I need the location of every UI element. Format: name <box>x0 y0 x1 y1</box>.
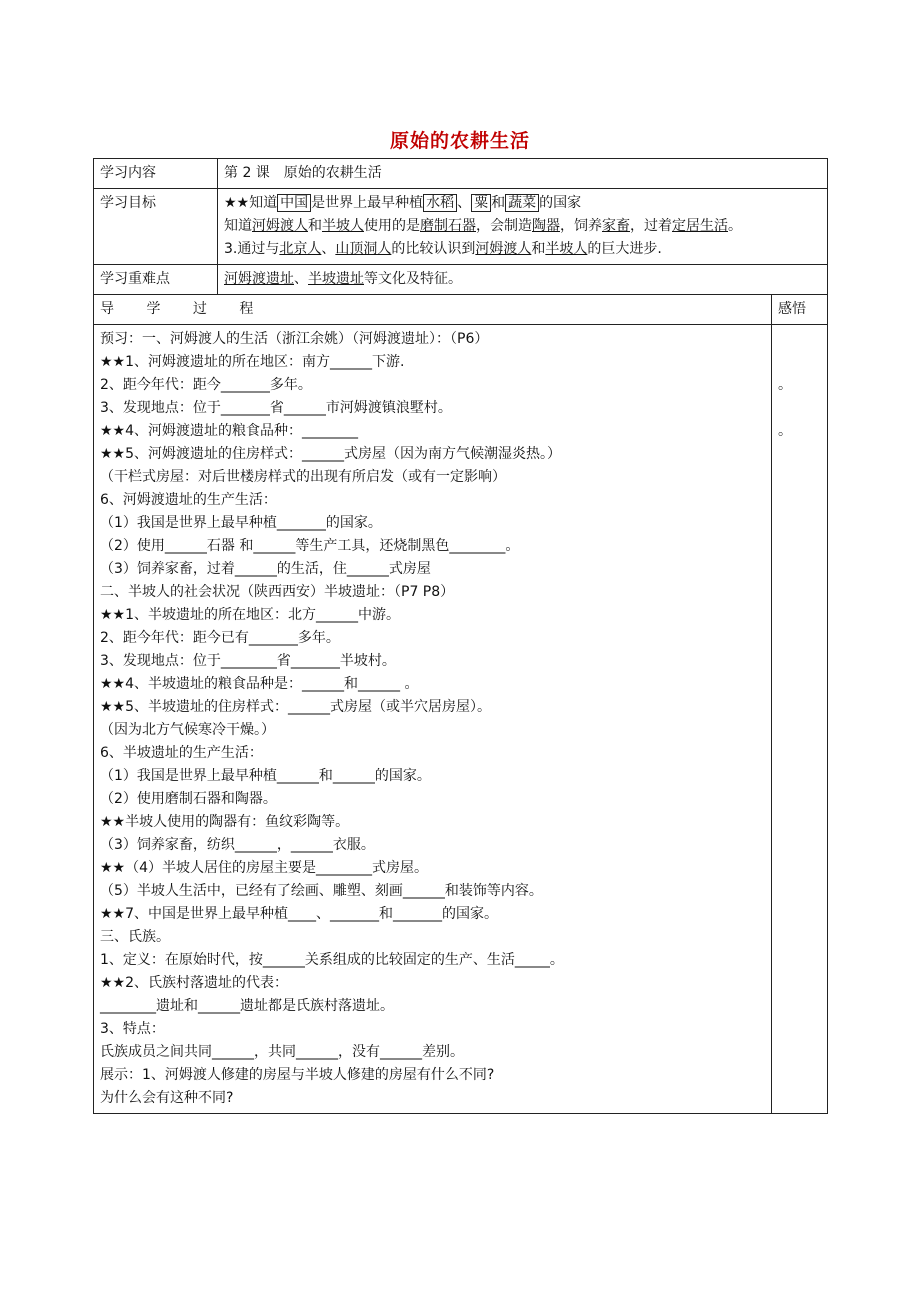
goal-text: 3.通过与 <box>224 241 280 257</box>
key-keyword: 半坡遗址 <box>308 271 364 287</box>
row-process-body <box>94 325 828 1114</box>
process-line: 展示：1、河姆渡人修建的房屋与半坡人修建的房屋有什么不同? <box>100 1067 495 1083</box>
process-line: 氏族成员之间共同______，共同______，没有______差别。 <box>100 1044 464 1060</box>
process-lines <box>100 328 765 1110</box>
process-line: 2、距今年代：距今_______多年。 <box>100 377 312 393</box>
goal-keyword: 陶器 <box>532 218 560 234</box>
process-line: 6、半坡遗址的生产生活： <box>100 745 263 761</box>
row-key-points <box>94 265 828 295</box>
goal-text: 知道 <box>224 218 252 234</box>
goal-text: 使用的是 <box>364 218 420 234</box>
process-line: 3、特点： <box>100 1021 165 1037</box>
goal-keyword: 定居生活 <box>672 218 728 234</box>
goal-lines <box>218 189 828 265</box>
goal-line-1 <box>224 192 821 215</box>
process-line: ★★1、半坡遗址的所在地区：北方______中游。 <box>100 607 401 623</box>
content-value: 第 2 课 原始的农耕生活 <box>218 159 828 189</box>
process-line: ★★1、河姆渡遗址的所在地区：南方______下游. <box>100 354 405 370</box>
goal-text: 、 <box>321 241 336 257</box>
goal-text: ，会制造 <box>476 218 532 234</box>
process-line: 二、半坡人的社会状况（陕西西安）半坡遗址：（P7 P8） <box>100 584 455 600</box>
key-text: 、 <box>294 271 308 287</box>
page-title: 原始的农耕生活 <box>389 130 530 152</box>
key-value <box>218 265 828 295</box>
process-line: （1）我国是世界上最早种植______和______的国家。 <box>100 768 431 784</box>
insight-label: 感悟 <box>772 295 828 325</box>
process-line: （5）半坡人生活中，已经有了绘画、雕塑、刻画______和装饰等内容。 <box>100 883 543 899</box>
goal-text: 的比较认识到 <box>391 241 476 257</box>
process-line: ★★半坡人使用的陶器有：鱼纹彩陶等。 <box>100 814 350 830</box>
goal-text: 。 <box>728 218 742 234</box>
goal-keyword: 粟 <box>471 194 491 212</box>
process-line: 预习：一、河姆渡人的生活（浙江余姚）（河姆渡遗址）：（P6） <box>100 331 489 347</box>
row-content <box>94 159 828 189</box>
goal-text: ★★知道 <box>224 195 278 211</box>
process-line: ★★4、半坡遗址的粮食品种是：______和______ 。 <box>100 676 419 692</box>
insight-mark: 。 <box>778 377 792 393</box>
row-process-header <box>94 295 828 325</box>
process-line: 6、河姆渡遗址的生产生活： <box>100 492 277 508</box>
goal-keyword: 山顶洞人 <box>335 241 392 257</box>
study-guide-table <box>93 158 828 1114</box>
process-line: （1）我国是世界上最早种植_______的国家。 <box>100 515 382 531</box>
key-text: 等文化及特征。 <box>364 271 462 287</box>
goal-keyword: 河姆渡人 <box>475 241 532 257</box>
key-label: 学习重难点 <box>94 265 218 295</box>
goal-text: 的国家 <box>539 195 582 211</box>
goal-line-2 <box>224 215 821 238</box>
goal-label: 学习目标 <box>94 189 218 265</box>
key-keyword: 河姆渡遗址 <box>224 271 294 287</box>
process-label: 导 学 过 程 <box>94 295 772 325</box>
process-line: 为什么会有这种不同? <box>100 1090 234 1106</box>
process-line: ★★7、中国是世界上最早种植____、_______和_______的国家。 <box>100 906 499 922</box>
goal-keyword: 北京人 <box>279 241 322 257</box>
content-label: 学习内容 <box>94 159 218 189</box>
process-line: ★★5、半坡遗址的住房样式：______式房屋（或半穴居房屋）。 <box>100 699 492 715</box>
process-line: 1、定义：在原始时代，按______关系组成的比较固定的生产、生活_____。 <box>100 952 564 968</box>
goal-text: 是世界上最早种植 <box>311 195 424 211</box>
goal-line-3 <box>224 238 821 261</box>
process-line: （2）使用磨制石器和陶器。 <box>100 791 277 807</box>
process-line: （3）饲养家畜，纺织______，______衣服。 <box>100 837 375 853</box>
insight-mark: 。 <box>778 423 792 439</box>
goal-text: 的巨大进步. <box>587 241 662 257</box>
process-line: ★★（4）半坡人居住的房屋主要是________式房屋。 <box>100 860 429 876</box>
goal-text: 和 <box>531 241 546 257</box>
goal-keyword: 家畜 <box>602 218 630 234</box>
goal-text: 和 <box>491 195 506 211</box>
process-line: （2）使用______石器 和______等生产工具，还烧制黑色________。 <box>100 538 520 554</box>
goal-text: 和 <box>308 218 322 234</box>
row-goals <box>94 189 828 265</box>
goal-text: ，过着 <box>630 218 672 234</box>
goal-keyword: 水稻 <box>423 194 457 212</box>
process-line: ________遗址和______遗址都是氏族村落遗址。 <box>100 998 394 1014</box>
process-line: 3、发现地点：位于_______省______市河姆渡镇浪墅村。 <box>100 400 452 416</box>
goal-keyword: 半坡人 <box>545 241 588 257</box>
goal-text: 、 <box>457 195 472 211</box>
goal-keyword: 磨制石器 <box>420 218 476 234</box>
process-body <box>94 325 772 1114</box>
goal-keyword: 中国 <box>277 194 311 212</box>
insight-column <box>772 325 828 1114</box>
goal-keyword: 半坡人 <box>322 218 364 234</box>
goal-text: ，饲养 <box>560 218 602 234</box>
process-line: ★★5、河姆渡遗址的住房样式：______式房屋（因为南方气候潮湿炎热。） <box>100 446 562 462</box>
process-line: （干栏式房屋：对后世楼房样式的出现有所启发（或有一定影响） <box>100 469 506 485</box>
process-line: ★★4、河姆渡遗址的粮食品种：________ <box>100 423 359 439</box>
goal-keyword: 河姆渡人 <box>252 218 308 234</box>
goal-keyword: 蔬菜 <box>505 194 539 212</box>
process-line: ★★2、氏族村落遗址的代表： <box>100 975 289 991</box>
process-line: （因为北方气候寒冷干燥。） <box>100 722 275 738</box>
process-line: 3、发现地点：位于________省_______半坡村。 <box>100 653 396 669</box>
process-line: 三、氏族。 <box>100 929 170 945</box>
process-line: （3）饲养家畜，过着______的生活，住______式房屋 <box>100 561 431 577</box>
process-line: 2、距今年代：距今已有_______多年。 <box>100 630 340 646</box>
